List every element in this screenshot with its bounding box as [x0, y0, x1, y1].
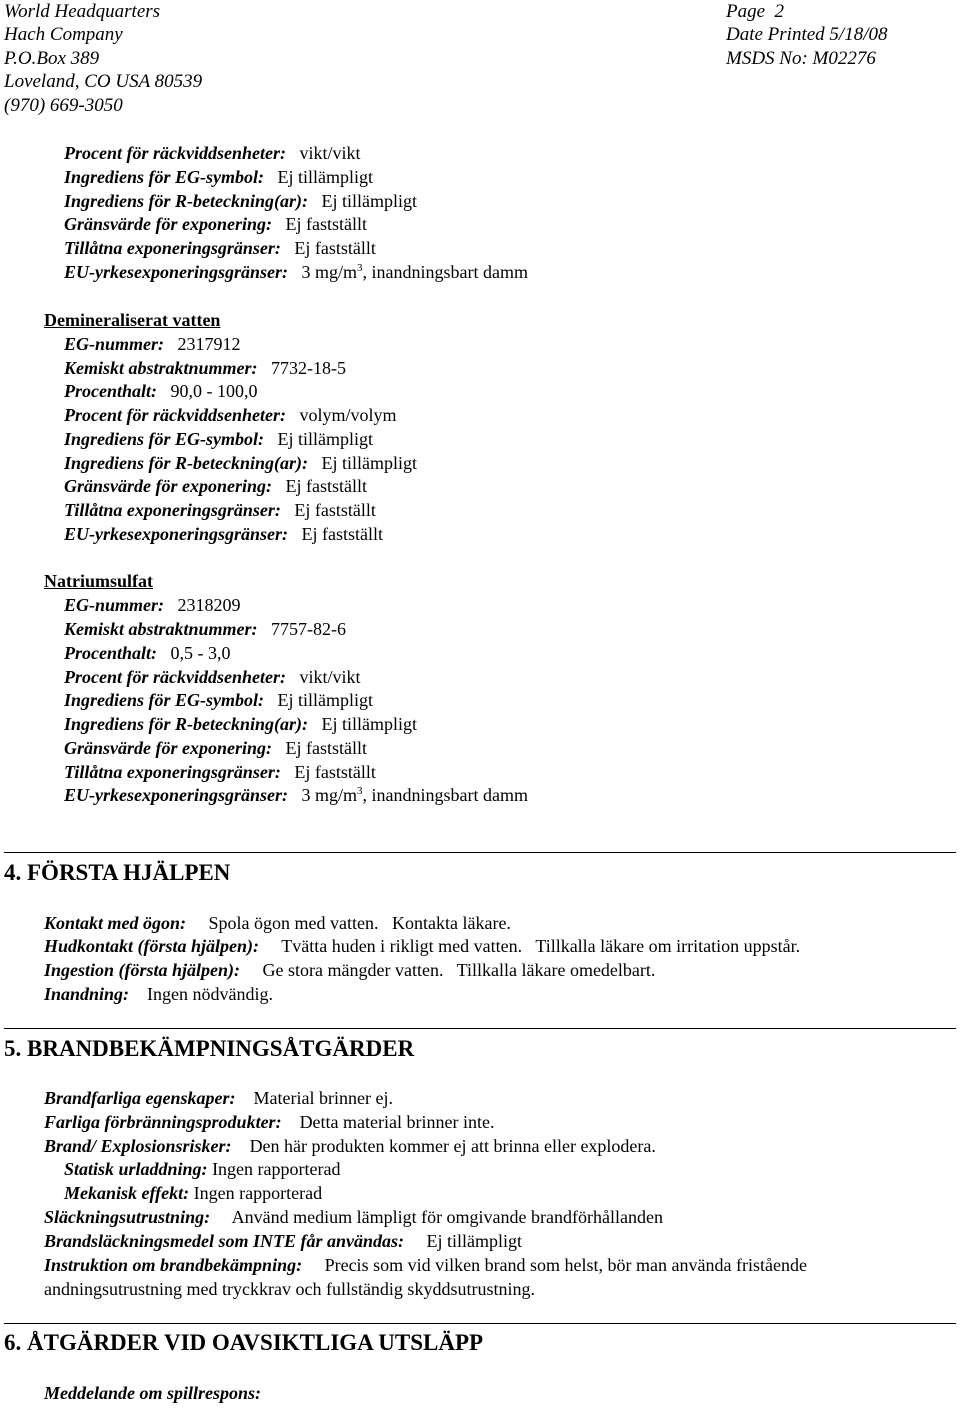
date-printed: Date Printed 5/18/08 — [726, 24, 888, 46]
field-row — [64, 213, 367, 235]
field-value: Ej tillämpligt — [277, 429, 374, 449]
field-row — [44, 1111, 494, 1133]
field-row — [64, 475, 367, 497]
company-line: Loveland, CO USA 80539 — [4, 71, 203, 93]
field-row — [64, 357, 346, 379]
field-label: Kemiskt abstraktnummer: — [64, 358, 258, 378]
field-label: Ingrediens för R-beteckning(ar): — [64, 714, 308, 734]
field-row — [44, 1254, 807, 1276]
field-row — [64, 666, 360, 688]
company-line: (970) 669-3050 — [4, 94, 123, 116]
field-value-prefix: 3 mg/m — [301, 262, 358, 282]
field-label: Ingrediens för EG-symbol: — [64, 167, 265, 187]
field-value: Precis som vid vilken brand som helst, bör man använda fristående — [324, 1255, 807, 1275]
field-value: Ej fastställt — [285, 476, 367, 496]
field-row — [44, 1135, 656, 1157]
field-value: 7757-82-6 — [271, 619, 347, 639]
field-value: Ej tillämpligt — [321, 453, 417, 473]
section-title: 6. ÅTGÄRDER VID OAVSIKTLIGA UTSLÄPP — [4, 1330, 484, 1355]
field-value: Detta material brinner inte. — [299, 1112, 495, 1132]
field-value: 2317912 — [177, 334, 241, 354]
field-label: Brandsläckningsmedel som INTE får användas: — [44, 1231, 405, 1251]
field-value-suffix: , inandningsbart damm — [362, 785, 529, 805]
field-value: Ingen rapporterad — [212, 1159, 341, 1179]
field-value: Ej tillämpligt — [277, 167, 374, 187]
field-value: 7732-18-5 — [271, 358, 347, 378]
field-row — [64, 333, 241, 355]
field-value-suffix: , inandningsbart damm — [362, 262, 529, 282]
field-row — [64, 737, 367, 759]
field-value: volym/volym — [299, 405, 397, 425]
field-label: EU-yrkesexponeringsgränser: — [64, 785, 289, 805]
field-label: Tillåtna exponeringsgränser: — [64, 762, 281, 782]
field-value: Ej fastställt — [285, 214, 367, 234]
field-label: Gränsvärde för exponering: — [64, 214, 273, 234]
field-value: Den här produkten kommer ej att brinna eller explodera. — [249, 1136, 656, 1156]
field-row — [64, 689, 373, 711]
field-value: Ej tillämpligt — [321, 191, 417, 211]
field-value: Ingen nödvändig. — [147, 984, 274, 1004]
field-label: Hudkontakt (första hjälpen): — [44, 936, 260, 956]
field-row — [64, 594, 241, 616]
field-value-prefix: 3 mg/m — [301, 785, 358, 805]
field-label: Farliga förbränningsprodukter: — [44, 1112, 282, 1132]
field-row — [64, 1182, 322, 1204]
section-title: 4. FÖRSTA HJÄLPEN — [4, 860, 231, 885]
field-label: EG-nummer: — [64, 595, 165, 615]
document-info — [726, 0, 887, 70]
field-label: Ingrediens för EG-symbol: — [64, 690, 265, 710]
field-label: Instruktion om brandbekämpning: — [44, 1255, 303, 1275]
field-row — [64, 1158, 341, 1180]
field-row — [44, 959, 655, 981]
field-label: Mekanisk effekt: — [64, 1183, 190, 1203]
field-label: Kemiskt abstraktnummer: — [64, 619, 258, 639]
field-row — [64, 713, 417, 735]
field-row — [44, 1087, 393, 1109]
company-line: P.O.Box 389 — [4, 47, 100, 69]
field-label: Tillåtna exponeringsgränser: — [64, 500, 281, 520]
field-row — [44, 983, 273, 1005]
field-label: Ingrediens för R-beteckning(ar): — [64, 191, 308, 211]
field-row — [64, 499, 376, 521]
field-label: Kontakt med ögon: — [44, 913, 187, 933]
field-row — [44, 1206, 663, 1228]
field-row — [64, 784, 528, 806]
field-value: Ej fastställt — [294, 762, 376, 782]
field-row — [64, 761, 376, 783]
field-label: EU-yrkesexponeringsgränser: — [64, 524, 289, 544]
company-address — [4, 0, 202, 117]
field-label: Procent för räckviddsenheter: — [64, 143, 286, 163]
field-row — [64, 190, 417, 212]
field-row — [64, 237, 376, 259]
field-value: 2318209 — [177, 595, 241, 615]
field-value: vikt/vikt — [299, 667, 361, 687]
field-value: 90,0 - 100,0 — [170, 381, 258, 401]
field-value: Spola ögon med vatten. Kontakta läkare. — [208, 913, 511, 933]
page-number: Page 2 — [726, 1, 785, 22]
field-row — [64, 142, 360, 164]
field-row — [64, 642, 231, 664]
section-divider — [4, 1323, 956, 1324]
field-label: Gränsvärde för exponering: — [64, 738, 273, 758]
msds-number: MSDS No: M02276 — [726, 47, 876, 69]
field-value: Ej fastställt — [301, 524, 383, 544]
field-label: Ingrediens för R-beteckning(ar): — [64, 453, 308, 473]
field-row — [64, 452, 417, 474]
field-value: Ej fastställt — [285, 738, 367, 758]
continuation-text: andningsutrustning med tryckkrav och fullständig skyddsutrustning. — [44, 1279, 535, 1299]
ingredient-name: Natriumsulfat — [44, 571, 153, 591]
field-row — [44, 1230, 522, 1252]
field-value: Ej tillämpligt — [321, 714, 417, 734]
field-value: Material brinner ej. — [253, 1088, 393, 1108]
field-label: EU-yrkesexponeringsgränser: — [64, 262, 289, 282]
field-row — [64, 404, 396, 426]
field-label: Procenthalt: — [64, 643, 157, 663]
field-value: 0,5 - 3,0 — [170, 643, 231, 663]
field-row — [64, 166, 373, 188]
section-divider — [4, 1028, 956, 1029]
company-line: Hach Company — [4, 24, 123, 46]
field-label: Statisk urladdning: — [64, 1159, 208, 1179]
field-value: Använd medium lämpligt för omgivande brandförhållanden — [231, 1207, 663, 1227]
field-label: Gränsvärde för exponering: — [64, 476, 273, 496]
field-label: Brandfarliga egenskaper: — [44, 1088, 236, 1108]
field-row — [64, 261, 528, 283]
field-label: Inandning: — [44, 984, 130, 1004]
field-row — [44, 912, 511, 934]
field-value: Ingen rapporterad — [193, 1183, 323, 1203]
field-value: Tvätta huden i rikligt med vatten. Tillkalla läkare om irritation uppstår. — [281, 936, 801, 956]
field-label: Procenthalt: — [64, 381, 157, 401]
field-label: Tillåtna exponeringsgränser: — [64, 238, 281, 258]
superscript: 3 — [357, 785, 363, 797]
field-label: Ingrediens för EG-symbol: — [64, 429, 265, 449]
field-value: Ge stora mängder vatten. Tillkalla läkare omedelbart. — [262, 960, 656, 980]
field-label: Procent för räckviddsenheter: — [64, 405, 286, 425]
section-title: 5. BRANDBEKÄMPNINGSÅTGÄRDER — [4, 1036, 415, 1061]
field-value: vikt/vikt — [299, 143, 361, 163]
field-label: EG-nummer: — [64, 334, 165, 354]
superscript: 3 — [357, 262, 363, 274]
field-value: Ej fastställt — [294, 238, 376, 258]
field-value: Ej fastställt — [294, 500, 376, 520]
field-value: Ej tillämpligt — [426, 1231, 523, 1251]
field-label: Släckningsutrustning: — [44, 1207, 211, 1227]
field-row — [44, 1382, 261, 1404]
field-label: Meddelande om spillrespons: — [44, 1383, 262, 1403]
section-divider — [4, 852, 956, 853]
field-row — [44, 935, 800, 957]
field-value: Ej tillämpligt — [277, 690, 374, 710]
field-row — [64, 428, 373, 450]
field-label: Brand/ Explosionsrisker: — [44, 1136, 232, 1156]
field-label: Ingestion (första hjälpen): — [44, 960, 241, 980]
field-label: Procent för räckviddsenheter: — [64, 667, 286, 687]
company-line: World Headquarters — [4, 1, 161, 22]
field-row — [64, 523, 383, 545]
field-row — [64, 380, 258, 402]
ingredient-name: Demineraliserat vatten — [44, 310, 221, 330]
field-row — [64, 618, 346, 640]
